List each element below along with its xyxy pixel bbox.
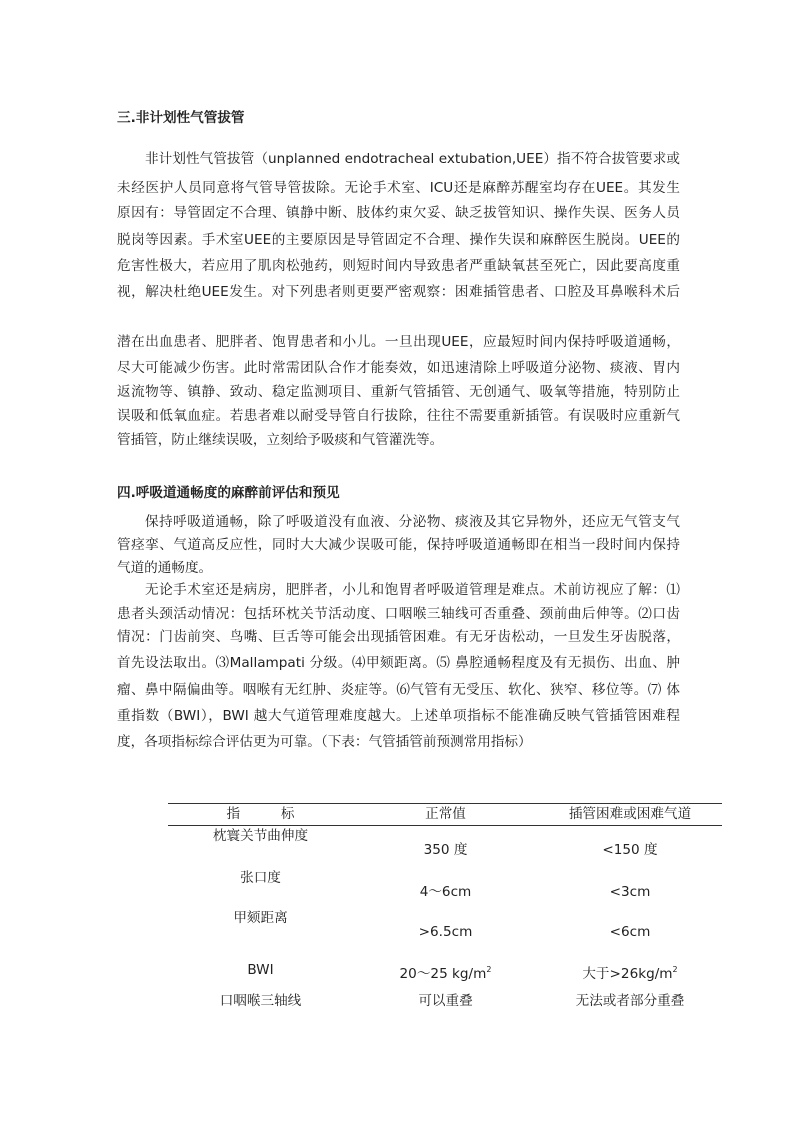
section3-line: 未经医护人员同意将气管导管拔除。无论手术室、ICU还是麻醉苏醒室均存在UEE。其发生 <box>117 180 680 196</box>
section3-line: 管插管，防止继续误吸，立刻给予吸痰和气管灌洗等。 <box>117 432 444 448</box>
superscript: 2 <box>672 965 678 974</box>
section4-line: 度，各项指标综合评估更为可靠。（下表：气管插管前预测常用指标） <box>117 734 532 750</box>
table-header-difficult: 插管困难或困难气道 <box>568 806 692 822</box>
section4-line: 气道的通畅度。 <box>117 560 213 576</box>
section3-line: 尽大可能减少伤害。此时常需团队合作才能奏效，如迅速清除上呼吸道分泌物、痰液、胃内 <box>117 360 680 376</box>
table-cell-normal: 350 度 <box>423 842 468 858</box>
table-header-indicator: 指 标 <box>226 806 295 822</box>
table-cell-indicator: 张口度 <box>240 870 281 886</box>
table-cell-indicator: 口咽喉三轴线 <box>219 993 302 1009</box>
section4-heading: 四.呼吸道通畅度的麻醉前评估和预见 <box>117 485 340 501</box>
section3-line: 误吸和低氧血症。若患者难以耐受导管自行拔除，往往不需要重新插管。有误吸时应重新气 <box>117 408 680 424</box>
section3-heading: 三.非计划性气管拔管 <box>117 110 245 126</box>
table-cell-normal: 4～6cm <box>419 884 472 900</box>
section4-line: 瘤、鼻中隔偏曲等。咽喉有无红肿、炎症等。⑹气管有无受压、软化、狭窄、移位等。⑺ 体 <box>117 682 680 698</box>
table-cell-difficult: <150 度 <box>602 842 658 858</box>
section4-line: 重指数（BWI），BWI 越大气道管理难度越大。上述单项指标不能准确反映气管插管困难程 <box>117 708 680 724</box>
section4-line: 首先设法取出。⑶Mallampati 分级。⑷甲颏距离。⑸ 鼻腔通畅程度及有无损伤、出血、肿 <box>117 655 680 671</box>
table-header-rule <box>168 825 722 826</box>
section3-line: 返流物等、镇静、致动、稳定监测项目、重新气管插管、无创通气、吸氧等措施，特别防止 <box>117 384 680 400</box>
table-top-rule <box>168 803 722 804</box>
section3-line: 原因有：导管固定不合理、镇静中断、肢体约束欠妥、缺乏拔管知识、操作失误、医务人员 <box>117 205 680 221</box>
superscript: 2 <box>486 965 492 974</box>
section3-line: 脱岗等因素。手术室UEE的主要原因是导管固定不合理、操作失误和麻醉医生脱岗。UEE的 <box>117 232 680 248</box>
table-cell-difficult: <3cm <box>609 884 651 900</box>
table-cell-indicator: BWI <box>247 962 274 978</box>
section3-line: 视，解决杜绝UEE发生。对下列患者则更要严密观察：困难插管患者、口腔及耳鼻喉科术后 <box>117 284 680 300</box>
table-cell-normal: 20～25 $kg/m^2$ <box>399 965 492 982</box>
section4-line: 患者头颈活动情况：包括环枕关节活动度、口咽喉三轴线可否重叠、颈前曲后伸等。⑵口齿 <box>117 606 680 622</box>
section4-line: 情况：门齿前突、鸟嘴、巨舌等可能会出现插管困难。有无牙齿松动，一旦发生牙齿脱落， <box>117 629 680 645</box>
table-cell-normal: 可以重叠 <box>418 993 473 1009</box>
table-cell-difficult: 无法或者部分重叠 <box>575 993 685 1009</box>
table-cell-indicator: 枕寰关节曲伸度 <box>212 828 309 844</box>
table-cell-indicator: 甲颏距离 <box>233 910 288 926</box>
table-header-normal: 正常值 <box>425 806 466 822</box>
section3-line: 非计划性气管拔管（unplanned endotracheal extubation,UEE）指不符合拔管要求或 <box>145 151 680 167</box>
table-cell-normal: >6.5cm <box>418 924 473 940</box>
section4-line: 保持呼吸道通畅，除了呼吸道没有血液、分泌物、痰液及其它异物外，还应无气管支气 <box>145 514 680 530</box>
section3-line: 潜在出血患者、肥胖者、饱胃患者和小儿。一旦出现UEE，应最短时间内保持呼吸道通畅， <box>117 334 680 350</box>
section4-line: 管痉挛、气道高反应性，同时大大减少误吸可能，保持呼吸道通畅即在相当一段时间内保持 <box>117 537 680 553</box>
section3-line: 危害性极大，若应用了肌肉松弛药，则短时间内导致患者严重缺氧甚至死亡，因此要高度重 <box>117 258 680 274</box>
table-cell-difficult: 大于$>26kg/m^2$ <box>582 965 678 982</box>
section4-line: 无论手术室还是病房，肥胖者，小儿和饱胃者呼吸道管理是难点。术前访视应了解：⑴ <box>145 582 680 598</box>
table-cell-difficult: <6cm <box>609 924 651 940</box>
